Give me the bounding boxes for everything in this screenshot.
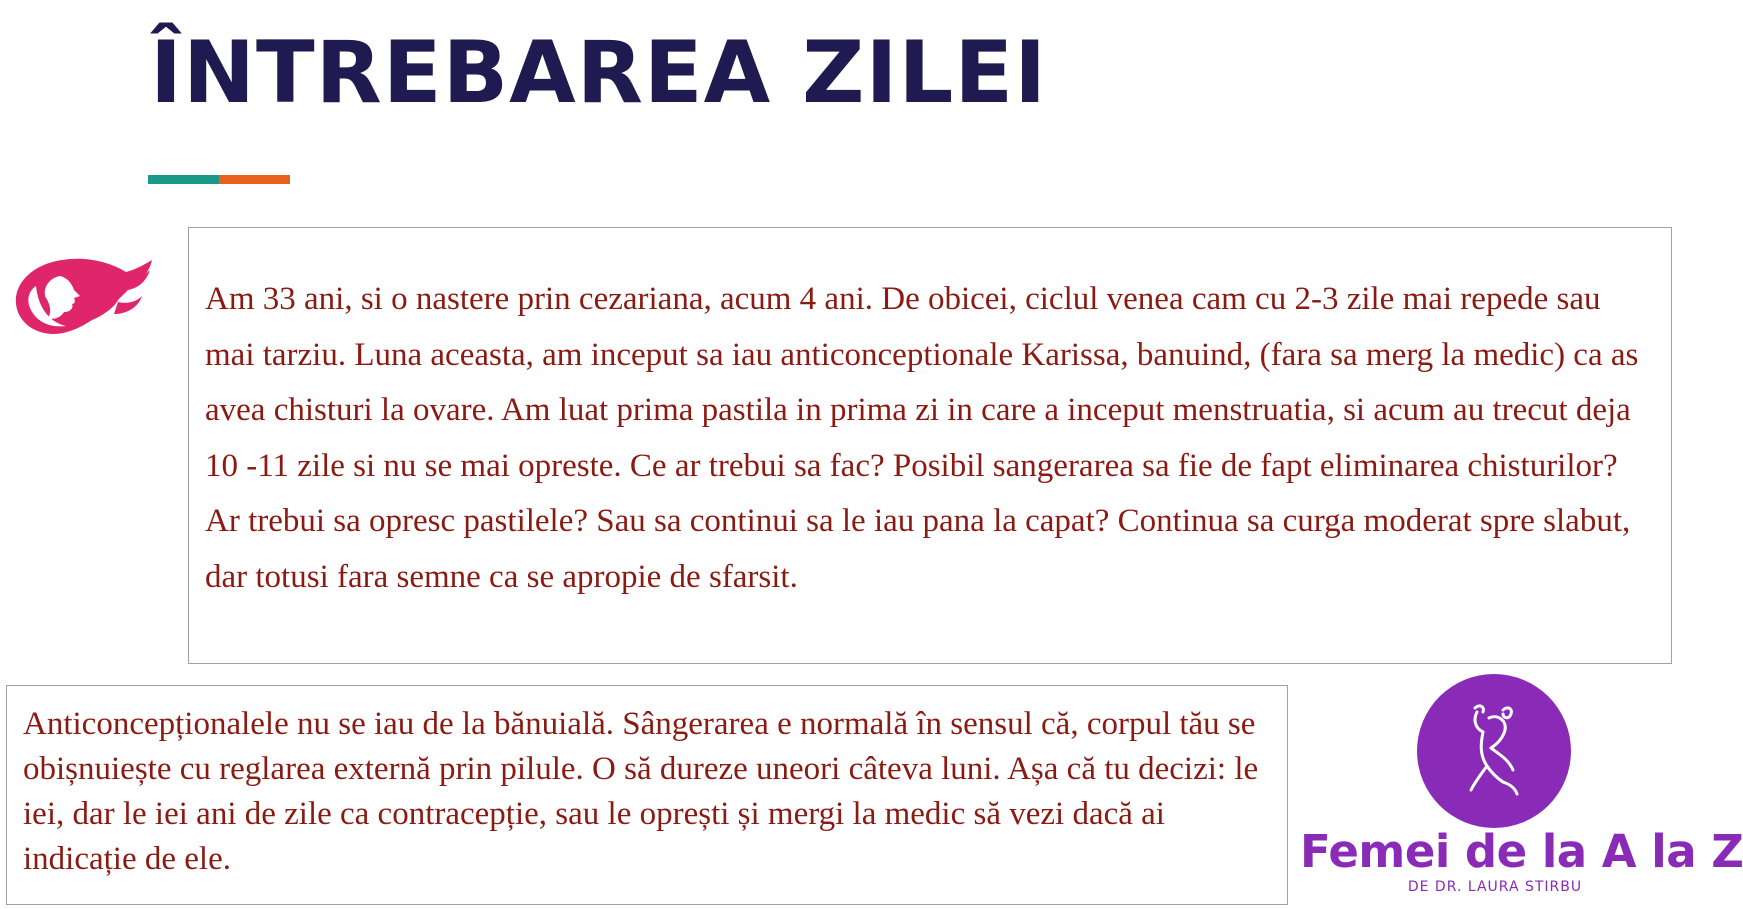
brand-name: Femei de la A la Z — [1300, 825, 1743, 878]
underline-teal-segment — [148, 175, 219, 184]
woman-figure-icon — [1417, 674, 1571, 828]
page-title: ÎNTREBAREA ZILEI — [150, 23, 1048, 123]
question-box — [188, 227, 1672, 664]
answer-box — [6, 685, 1288, 905]
woman-profile-icon — [14, 256, 154, 336]
question-text: Am 33 ani, si o nastere prin cezariana, acum 4 ani. De obicei, ciclul venea cam cu 2-3 zile mai repede sau mai tarziu. Luna aceasta, am inceput sa iau anticonceptionale Karissa, banuind, (fara sa merg la medic) ca as avea chisturi la ovare. Am luat prima pastila in prima zi in care a inceput menstruatia, si acum au trecut deja 10 -11 zile si nu se mai opreste. Ce ar trebui sa fac? Posibil sangerarea sa fie de fapt eliminarea chisturilor? Ar trebui sa opresc pastilele? Sau sa continui sa le iau pana la capat? Continua sa curga moderat spre slabut, dar totusi fara semne ca se apropie de sfarsit. — [205, 281, 1639, 595]
answer-text: Anticoncepționalele nu se iau de la bănuială. Sângerarea e normală în sensul că, corpul tău se obișnuiește cu reglarea externă prin pilule. O să dureze uneori câteva luni. Așa că tu decizi: le iei, dar le iei ani de zile ca contracepție, sau le oprești și mergi la medic să vezi dacă ai indicație de ele. — [23, 706, 1259, 877]
brand-tagline: DE DR. LAURA STIRBU — [1407, 879, 1583, 895]
title-underline — [148, 175, 290, 184]
underline-orange-segment — [219, 175, 290, 184]
brand-logo — [1300, 672, 1743, 902]
